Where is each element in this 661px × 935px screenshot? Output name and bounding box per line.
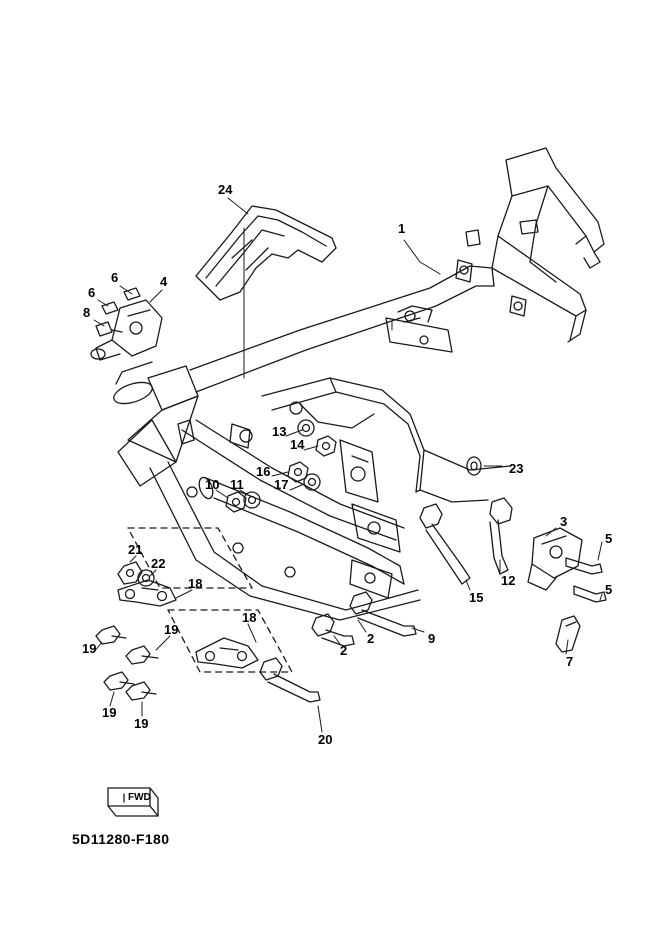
callout-18b: 18	[242, 610, 257, 625]
part-3-bracket	[528, 528, 582, 590]
part-6-bolts	[102, 288, 140, 314]
callout-19c: 19	[102, 705, 117, 720]
part-code-label: 5D11280-F180	[72, 831, 170, 847]
callout-8: 8	[83, 305, 91, 320]
part-18-bracket-lower	[196, 638, 258, 668]
callout-23: 23	[509, 461, 524, 476]
part-9-bolt	[350, 592, 416, 636]
callout-18a: 18	[188, 576, 203, 591]
callout-1: 1	[398, 221, 406, 236]
callout-15: 15	[469, 590, 484, 605]
part-4-bracket	[91, 300, 162, 360]
callout-22: 22	[151, 556, 166, 571]
callout-24: 24	[218, 182, 233, 197]
callout-4: 4	[160, 274, 168, 289]
callout-16: 16	[256, 464, 271, 479]
callout-17: 17	[274, 477, 289, 492]
parts-5-bolts	[566, 558, 606, 602]
callout-3: 3	[560, 514, 568, 529]
callout-2b: 2	[340, 643, 348, 658]
callout-19d: 19	[134, 716, 149, 731]
callout-9: 9	[428, 631, 436, 646]
callout-10: 10	[205, 477, 220, 492]
callout-12: 12	[501, 573, 516, 588]
callout-19a: 19	[164, 622, 179, 637]
callout-14: 14	[290, 437, 305, 452]
part-7-bolt	[556, 616, 580, 652]
main-frame-body	[111, 148, 604, 620]
callout-11: 11	[230, 477, 244, 492]
callout-19b: 19	[82, 641, 97, 656]
parts-washers-nuts-center	[288, 420, 336, 490]
callout-13: 13	[272, 424, 287, 439]
callout-5a: 5	[605, 531, 613, 546]
part-20-bolt	[260, 658, 320, 702]
fwd-direction-label: FWD	[128, 792, 151, 803]
parts-10-11	[226, 492, 260, 512]
callout-7: 7	[566, 654, 574, 669]
part-24-guard	[196, 206, 336, 300]
callout-6a: 6	[111, 270, 119, 285]
part-23-collar	[467, 457, 481, 475]
callout-5b: 5	[605, 582, 613, 597]
callout-6b: 6	[88, 285, 96, 300]
callout-21: 21	[128, 542, 143, 557]
part-12-bolt	[490, 498, 512, 574]
callout-20: 20	[318, 732, 333, 747]
part-15-bolt	[420, 504, 470, 584]
callout-2a: 2	[367, 631, 375, 646]
parts-19-bolts	[96, 626, 158, 700]
